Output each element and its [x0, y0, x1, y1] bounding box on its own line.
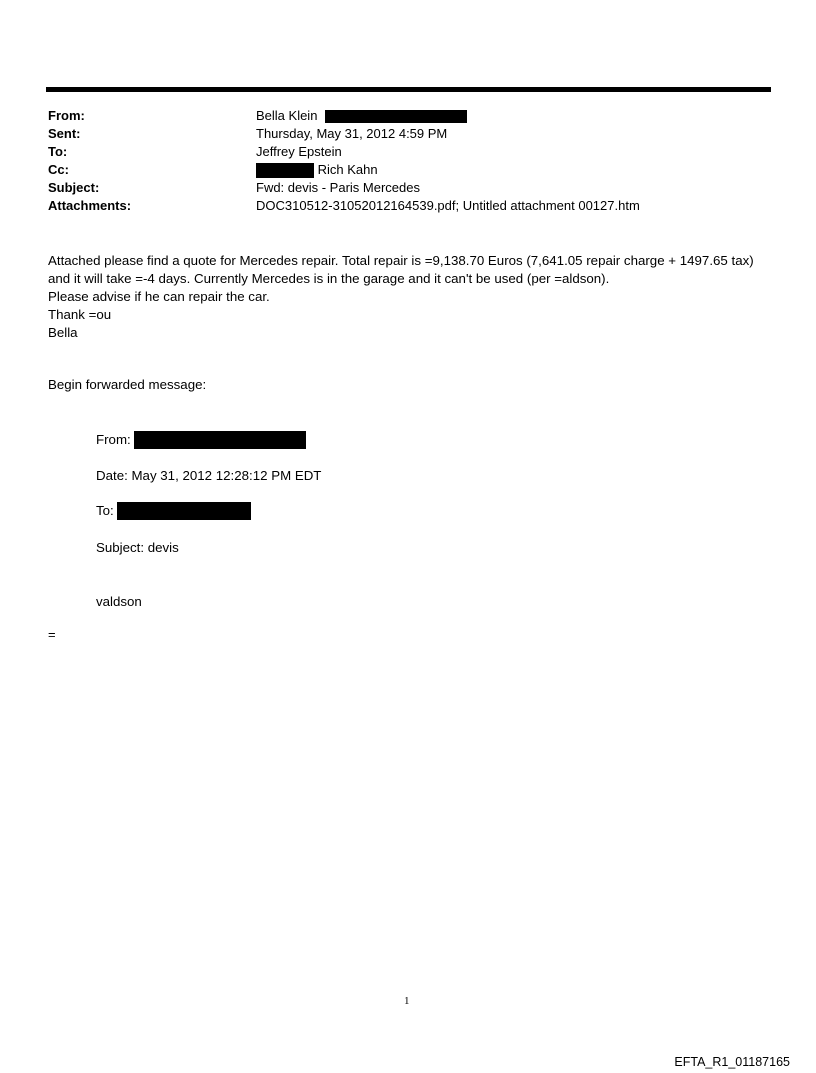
- message-body: [48, 252, 778, 342]
- signature: Bella: [48, 325, 78, 340]
- cc-name: Rich Kahn: [317, 162, 378, 177]
- forwarded-to-row: [96, 502, 251, 520]
- forwarded-date: Date: May 31, 2012 12:28:12 PM EDT: [96, 468, 322, 483]
- forwarded-signature: valdson: [96, 594, 142, 609]
- document-id: EFTA_R1_01187165: [674, 1055, 790, 1069]
- to-value: Jeffrey Epstein: [256, 144, 342, 159]
- attachments-value: DOC310512-31052012164539.pdf; Untitled attachment 00127.htm: [256, 198, 640, 213]
- redaction-block: [117, 502, 251, 520]
- forwarded-intro: Begin forwarded message:: [48, 377, 207, 392]
- subject-label: Subject:: [48, 180, 100, 195]
- to-label: To:: [48, 144, 68, 159]
- attachments-label: Attachments:: [48, 198, 132, 213]
- forwarded-subject: Subject: devis: [96, 540, 179, 555]
- page-number: 1: [404, 995, 410, 1007]
- body-paragraph: Please advise if he can repair the car.: [48, 289, 270, 304]
- redaction-block: [325, 110, 467, 123]
- cc-label: Cc:: [48, 162, 69, 177]
- redaction-block: [134, 431, 306, 449]
- forwarded-from-row: [96, 431, 306, 449]
- sent-value: Thursday, May 31, 2012 4:59 PM: [256, 126, 448, 141]
- sent-label: Sent:: [48, 126, 81, 141]
- forwarded-from-label: From:: [96, 432, 131, 447]
- body-paragraph: Attached please find a quote for Mercedes repair. Total repair is =9,138.70 Euros (7,641.05 repair charge + 1497.65 tax) and it will take =-4 days. Currently Mercedes is in the garage and it can't be used (per =aldson).: [48, 253, 754, 286]
- from-name: Bella Klein: [256, 108, 318, 123]
- cc-value: [256, 161, 378, 179]
- from-label: From:: [48, 108, 85, 123]
- body-paragraph: Thank =ou: [48, 307, 112, 322]
- from-value: [256, 107, 467, 125]
- subject-value: Fwd: devis - Paris Mercedes: [256, 180, 420, 195]
- trailing-character: =: [48, 627, 56, 642]
- forwarded-to-label: To:: [96, 503, 114, 518]
- header-divider: [46, 87, 771, 92]
- redaction-block: [256, 163, 314, 178]
